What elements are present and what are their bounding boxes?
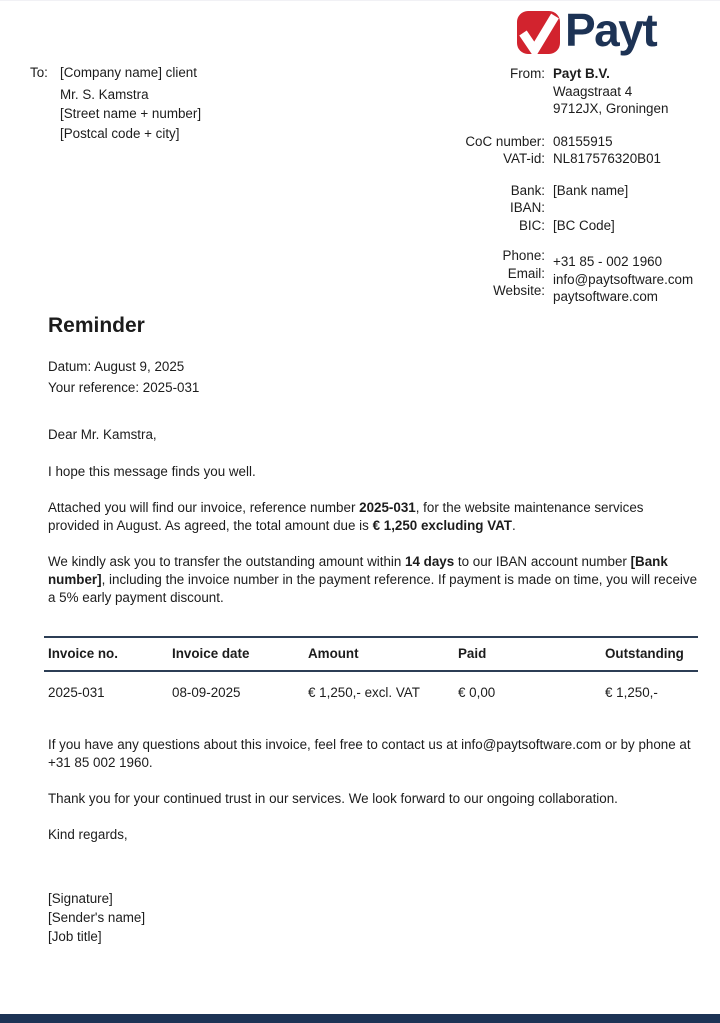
signature-block xyxy=(48,889,698,947)
sender-company-name: Payt B.V. xyxy=(553,66,610,81)
phone-number: +31 85 - 002 1960 xyxy=(553,254,663,269)
recipient-name: Mr. S. Kamstra xyxy=(60,86,149,102)
sender-bank-block xyxy=(420,182,700,235)
from-label: From: xyxy=(510,66,545,81)
spacer-label xyxy=(420,100,545,118)
letter-title: Reminder xyxy=(48,314,145,337)
recipient-first-line xyxy=(30,63,201,83)
cell-outstanding: € 1,250,- xyxy=(605,685,658,701)
col-header-paid: Paid xyxy=(458,646,487,662)
letter-body xyxy=(48,313,698,946)
col-header-invoice-no: Invoice no. xyxy=(48,646,118,662)
payment-request-paragraph: We kindly ask you to transfer the outstanding amount within 14 days to our IBAN account number [Bank number], including the invoice number in the payment reference. If payment is made on time, you will receive a 5% early payment discount. xyxy=(48,554,698,605)
iban-label: IBAN: xyxy=(510,200,545,215)
recipient-postal-city: [Postcal code + city] xyxy=(60,125,180,141)
invoice-table-row xyxy=(44,672,698,700)
signature-placeholder: [Signature] xyxy=(48,890,113,906)
coc-number: 08155915 xyxy=(553,133,613,149)
job-title-placeholder: [Job title] xyxy=(48,929,102,945)
sender-info-column xyxy=(420,65,700,306)
logo-wordmark: Payt xyxy=(565,4,657,56)
recipient-address-lines xyxy=(60,85,201,144)
footer-brand-bar xyxy=(0,1014,720,1023)
spacer-label xyxy=(420,83,545,101)
opening-line: I hope this message finds you well. xyxy=(48,463,256,479)
email-address: info@paytsoftware.com xyxy=(553,271,694,287)
reference-line: Your reference: 2025-031 xyxy=(48,380,200,395)
bic-label: BIC: xyxy=(518,217,545,233)
invoice-table xyxy=(44,636,698,700)
recipient-street: [Street name + number] xyxy=(60,106,202,121)
sender-registration-block xyxy=(420,133,700,168)
contact-labels xyxy=(420,247,545,306)
cell-invoice-date: 08-09-2025 xyxy=(172,685,241,701)
bank-name: [Bank name] xyxy=(553,182,629,198)
sender-name-placeholder: [Sender's name] xyxy=(48,909,146,925)
date-line: Datum: August 9, 2025 xyxy=(48,359,185,374)
recipient-to-label: To: xyxy=(30,65,48,80)
sender-contact-block xyxy=(420,247,700,306)
letter-meta xyxy=(48,356,698,398)
sender-street: Waagstraat 4 xyxy=(553,83,633,99)
cell-paid: € 0,00 xyxy=(458,685,496,701)
website-label: Website: xyxy=(493,283,545,298)
website-url: paytsoftware.com xyxy=(553,289,658,304)
vat-label: VAT-id: xyxy=(503,151,545,166)
questions-paragraph: If you have any questions about this invoice, feel free to contact us at info@paytsoftware.com or by phone at +31 85 002 1960. xyxy=(48,737,691,770)
col-header-outstanding: Outstanding xyxy=(605,646,684,662)
col-header-amount: Amount xyxy=(308,646,359,662)
iban-value xyxy=(553,199,700,217)
phone-label: Phone: xyxy=(502,248,545,263)
coc-label: CoC number: xyxy=(465,133,545,149)
contact-values xyxy=(553,253,693,306)
sender-city: 9712JX, Groningen xyxy=(553,101,669,116)
invoice-table-header-row xyxy=(44,636,698,672)
sender-from-block xyxy=(420,65,700,118)
checkmark-icon xyxy=(517,11,560,54)
bank-label: Bank: xyxy=(510,182,545,198)
vat-id: NL817576320B01 xyxy=(553,151,661,166)
bic-code: [BC Code] xyxy=(553,217,615,233)
thanks-paragraph: Thank you for your continued trust in our services. We look forward to our ongoing collaboration. xyxy=(48,791,618,807)
recipient-company: [Company name] client xyxy=(60,65,197,80)
email-label: Email: xyxy=(507,265,545,281)
invoice-paragraph: Attached you will find our invoice, reference number 2025-031, for the website maintenance services provided in August. As agreed, the total amount due is € 1,250 excluding VAT. xyxy=(48,500,644,533)
cell-invoice-no: 2025-031 xyxy=(48,685,105,701)
cell-amount: € 1,250,- excl. VAT xyxy=(308,685,420,701)
recipient-address-block xyxy=(30,63,201,143)
salutation: Dear Mr. Kamstra, xyxy=(48,427,157,442)
col-header-invoice-date: Invoice date xyxy=(172,646,250,662)
closing-salutation: Kind regards, xyxy=(48,826,128,842)
